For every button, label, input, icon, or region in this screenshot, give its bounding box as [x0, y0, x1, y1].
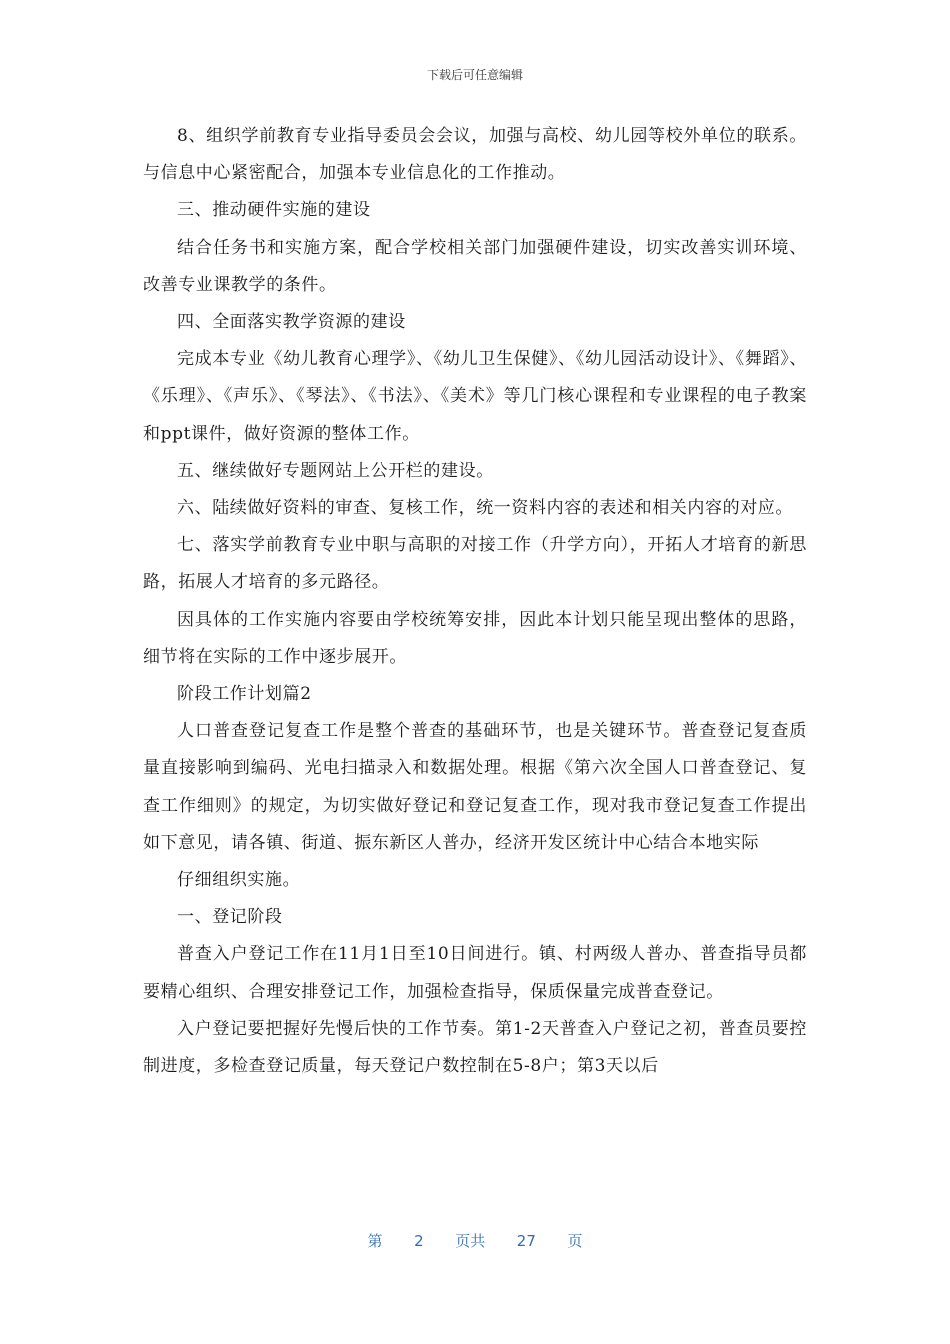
article-title: 阶段工作计划篇2	[177, 684, 312, 705]
paragraph: 入户登记要把握好先慢后快的工作节奏。第1-2天普查入户登记之初，普查员要控制进度，多检查登记质量，每天登记户数控制在5-8户；第3天以后	[143, 1018, 807, 1077]
current-page-number: 2	[414, 1232, 424, 1250]
section-heading: 四、全面落实教学资源的建设	[177, 312, 406, 333]
paragraph: 仔细组织实施。	[177, 870, 301, 891]
total-pages-number: 27	[516, 1232, 536, 1250]
footer-middle: 页共	[455, 1232, 486, 1250]
section-heading: 一、登记阶段	[177, 907, 283, 928]
section-heading: 五、继续做好专题网站上公开栏的建设。	[177, 460, 494, 481]
document-body	[143, 118, 807, 1085]
page-footer	[0, 1230, 950, 1251]
paragraph: 七、落实学前教育专业中职与高职的对接工作（升学方向），开拓人才培育的新思路，拓展人才培育的多元路径。	[143, 535, 807, 593]
paragraph: 人口普查登记复查工作是整个普查的基础环节，也是关键环节。普查登记复查质量直接影响到编码、光电扫描录入和数据处理。根据《第六次全国人口普查登记、复查工作细则》的规定，为切实做好登记和登记复查工作，现对我市登记复查工作提出如下意见，请各镇、街道、振东新区人普办，经济开发区统计中心结合本地实际	[143, 721, 807, 853]
paragraph: 完成本专业《幼儿教育心理学》、《幼儿卫生保健》、《幼儿园活动设计》、《舞蹈》、《乐理》、《声乐》、《琴法》、《书法》、《美术》等几门核心课程和专业课程的电子教案和ppt课件，做好资源的整体工作。	[143, 349, 807, 444]
paragraph: 8、组织学前教育专业指导委员会会议，加强与高校、幼儿园等校外单位的联系。与信息中心紧密配合，加强本专业信息化的工作推动。	[143, 126, 807, 184]
paragraph: 因具体的工作实施内容要由学校统筹安排，因此本计划只能呈现出整体的思路，细节将在实际的工作中逐步展开。	[143, 609, 807, 667]
footer-suffix: 页	[567, 1232, 583, 1250]
paragraph: 结合任务书和实施方案，配合学校相关部门加强硬件建设，切实改善实训环境、改善专业课教学的条件。	[143, 237, 807, 295]
paragraph: 普查入户登记工作在11月1日至10日间进行。镇、村两级人普办、普查指导员都要精心组织、合理安排登记工作，加强检查指导，保质保量完成普查登记。	[143, 944, 807, 1002]
page-header: 下载后可任意编辑	[426, 68, 523, 82]
section-heading: 三、推动硬件实施的建设	[177, 200, 371, 221]
footer-prefix: 第	[367, 1232, 383, 1250]
paragraph: 六、陆续做好资料的审查、复核工作，统一资料内容的表述和相关内容的对应。	[177, 498, 793, 519]
